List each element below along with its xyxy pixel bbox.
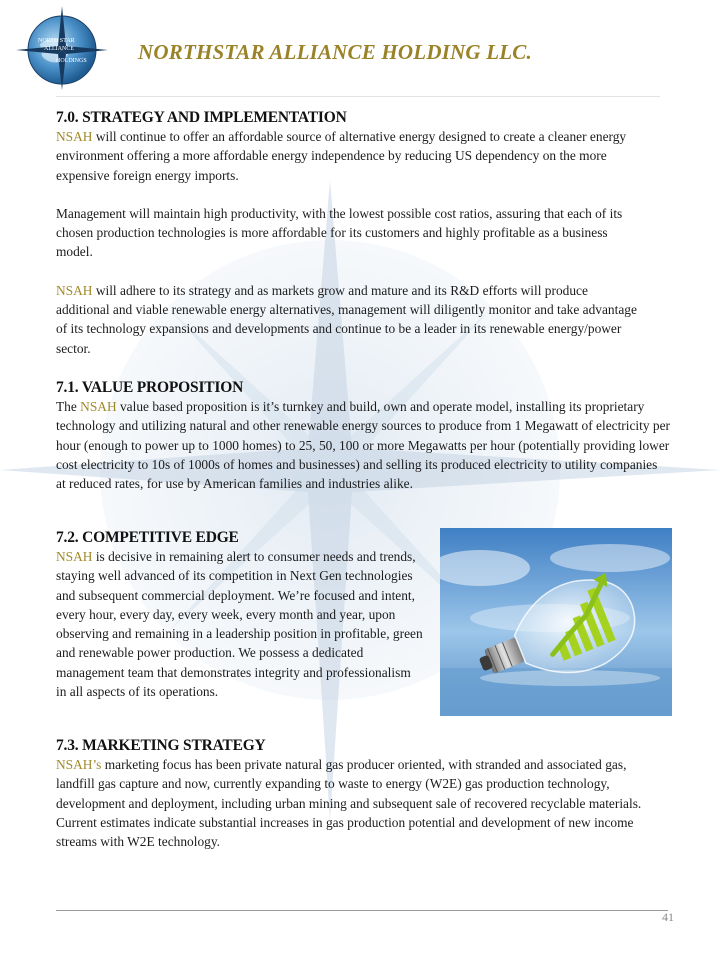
nsah-highlight: NSAH xyxy=(80,399,117,414)
paragraph xyxy=(56,397,670,493)
paragraph xyxy=(56,547,424,701)
lightbulb-growth-chart-icon xyxy=(440,528,672,716)
nsah-highlight: NSAH’s xyxy=(56,757,102,772)
header-divider xyxy=(56,96,660,97)
paragraph-text: will continue to offer an affordable source of alternative energy designed to create a cleaner energy environment offering a more affordable energy independence by reducing US dependency on the more expensive foreign energy imports. xyxy=(56,129,627,183)
section-marketing-strategy xyxy=(56,736,646,851)
paragraph-text: marketing focus has been private natural gas producer oriented, with stranded and associated gas, landfill gas capture and now, currently expanding to waste to energy (W2E) gas production technology, development and deployment, including urban mining and subsequent sale of recovered recyclable materials. Current estimates indicate substantial increases in gas production potential and development of new income streams with W2E technology. xyxy=(56,757,642,850)
section-value-proposition xyxy=(56,378,670,493)
section-heading: 7.3. MARKETING STRATEGY xyxy=(56,737,266,754)
section-heading: 7.0. STRATEGY AND IMPLEMENTATION xyxy=(56,109,347,126)
section-heading: 7.2. COMPETITIVE EDGE xyxy=(56,529,239,546)
nsah-highlight: NSAH xyxy=(56,129,93,144)
logo-text-line3: HOLDINGS xyxy=(56,58,87,64)
paragraph xyxy=(56,281,642,358)
company-name: NORTHSTAR ALLIANCE HOLDING LLC. xyxy=(138,40,532,64)
paragraph: Management will maintain high productivity, with the lowest possible cost ratios, assuring that each of its chosen production technologies is more affordable for its customers and highly profitable as a business model. xyxy=(56,205,623,260)
paragraph-text: value based proposition is it’s turnkey and build, own and operate model, installing its proprietary technology and utilizing natural and other renewable energy sources to produce from 1 Megawatt of electricity per hour (enough to power up to 1000 homes) to 25, 50, 100 or more Megawatts per hour (potentially providing lower cost electricity to 10s of 1000s of homes and businesses) and selling its produced electricity to utility companies at reduced rates, for use by American families and industries alike. xyxy=(56,399,671,492)
section-competitive-edge xyxy=(56,528,424,701)
nsah-highlight: NSAH xyxy=(56,282,93,298)
paragraph-text: will adhere to its strategy and as markets grow and mature and its R&D efforts will produce additional and viable renewable energy alternatives, management will diligently monitor and take advantage of its technology expansions and developments and continue to be a leader in its renewable energy/power sector. xyxy=(56,282,637,356)
paragraph-text: The xyxy=(56,399,81,414)
nsah-highlight: NSAH xyxy=(56,549,93,564)
logo-text-line2: ALLIANCE xyxy=(44,46,74,52)
paragraph-text: is decisive in remaining alert to consumer needs and trends, staying well advanced of its competition in Next Gen technologies and subsequent commercial deployment. We’re focused and intent, every hour, every day, every week, every month and year, upon observing and remaining in a leadership position in profitable, green and renewable power production. We possess a dedicated management team that demonstrates integrity and professionalism in all aspects of its operations. xyxy=(56,549,423,700)
section-strategy-implementation xyxy=(56,108,642,358)
footer-divider xyxy=(56,910,668,911)
paragraph xyxy=(56,127,642,185)
section-heading: 7.1. VALUE PROPOSITION xyxy=(56,379,244,396)
logo-text-line1: NORTH STAR xyxy=(38,38,75,44)
page-number: 41 xyxy=(662,910,674,924)
company-logo-icon xyxy=(14,4,110,92)
paragraph xyxy=(56,755,646,851)
